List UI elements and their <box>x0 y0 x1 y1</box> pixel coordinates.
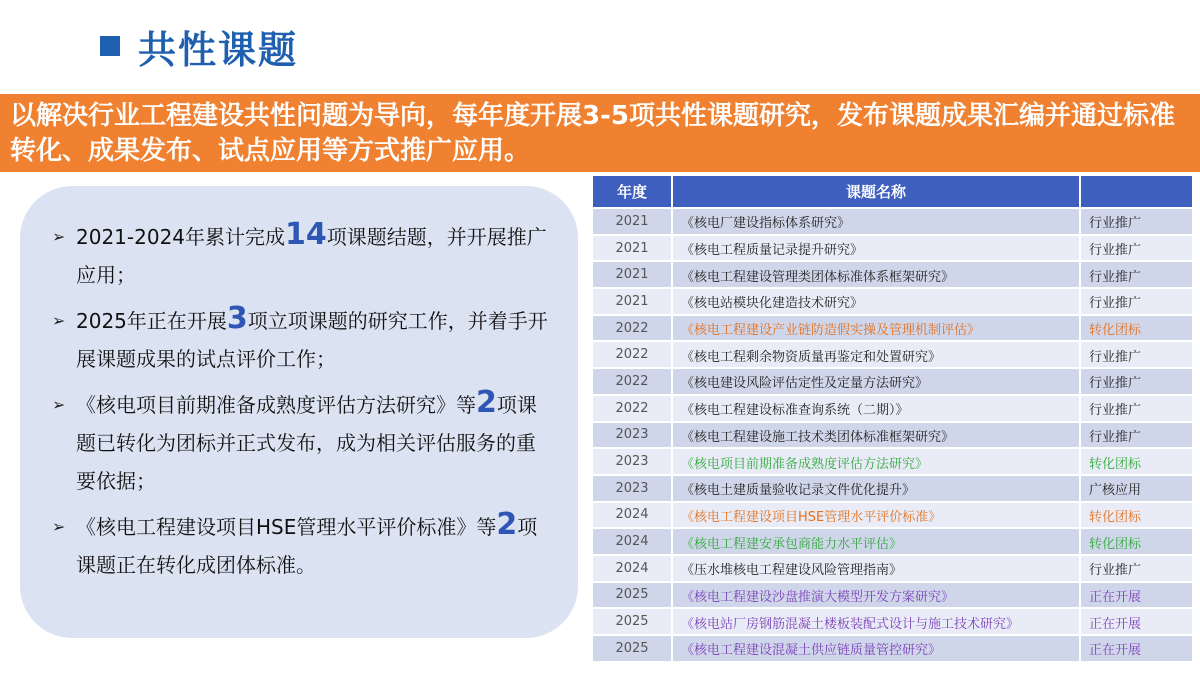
highlight-number: 14 <box>285 217 327 252</box>
table-row <box>593 234 1194 261</box>
table-row <box>593 501 1194 528</box>
table-row <box>593 554 1194 581</box>
table-cell-topic: 《核电工程建设沙盘推演大模型开发方案研究》 <box>673 581 1081 608</box>
table-cell-year: 2025 <box>593 634 673 661</box>
highlight-number: 3 <box>226 301 248 336</box>
table-cell-topic: 《核电工程剩余物资质量再鉴定和处置研究》 <box>673 340 1081 367</box>
table-cell-status: 转化团标 <box>1081 314 1194 341</box>
table-row <box>593 634 1194 661</box>
highlight-item: ➢ 2025年正在开展3项立项课题的研究工作，并着手开展课题成果的试点评价工作； <box>52 301 548 371</box>
table-cell-status: 行业推广 <box>1081 207 1194 234</box>
table-cell-year: 2023 <box>593 421 673 448</box>
highlights-panel <box>20 186 578 638</box>
table-cell-topic: 《核电厂建设指标体系研究》 <box>673 207 1081 234</box>
table-cell-year: 2021 <box>593 287 673 314</box>
column-header-year: 年度 <box>593 176 673 207</box>
highlight-item: ➢ 《核电工程建设项目HSE管理水平评价标准》等2项课题正在转化成团体标准。 <box>52 507 538 577</box>
table-cell-status: 行业推广 <box>1081 394 1194 421</box>
table-cell-topic: 《核电建设风险评估定性及定量方法研究》 <box>673 367 1081 394</box>
table-row <box>593 421 1194 448</box>
table-row <box>593 394 1194 421</box>
highlight-item: ➢ 2021-2024年累计完成14项课题结题，并开展推广应用； <box>52 217 547 287</box>
table-row <box>593 581 1194 608</box>
table-cell-year: 2025 <box>593 607 673 634</box>
table-cell-topic: 《核电站厂房钢筋混凝土楼板装配式设计与施工技术研究》 <box>673 607 1081 634</box>
table-cell-topic: 《核电站模块化建造技术研究》 <box>673 287 1081 314</box>
table-cell-year: 2023 <box>593 474 673 501</box>
table-cell-topic: 《核电工程质量记录提升研究》 <box>673 234 1081 261</box>
table-cell-status: 正在开展 <box>1081 607 1194 634</box>
table-row <box>593 340 1194 367</box>
table-cell-status: 正在开展 <box>1081 581 1194 608</box>
arrow-bullet-icon: ➢ <box>52 227 66 246</box>
table-cell-year: 2022 <box>593 394 673 421</box>
summary-banner: 以解决行业工程建设共性问题为导向，每年度开展3-5项共性课题研究，发布课题成果汇编并通过标准转化、成果发布、试点应用等方式推广应用。 <box>0 94 1200 172</box>
table-cell-year: 2023 <box>593 447 673 474</box>
table-cell-topic: 《核电工程建安承包商能力水平评估》 <box>673 527 1081 554</box>
column-header-status <box>1081 176 1194 207</box>
table-cell-status: 行业推广 <box>1081 287 1194 314</box>
topics-table <box>593 176 1194 661</box>
table-cell-year: 2024 <box>593 501 673 528</box>
table-row <box>593 207 1194 234</box>
title-square-icon <box>100 36 120 56</box>
table-cell-status: 转化团标 <box>1081 501 1194 528</box>
table-cell-status: 行业推广 <box>1081 421 1194 448</box>
table-cell-year: 2022 <box>593 340 673 367</box>
table-cell-topic: 《核电项目前期准备成熟度评估方法研究》 <box>673 447 1081 474</box>
table-cell-topic: 《核电工程建设管理类团体标准体系框架研究》 <box>673 260 1081 287</box>
table-body <box>593 207 1194 661</box>
table-row <box>593 367 1194 394</box>
table-cell-year: 2021 <box>593 207 673 234</box>
arrow-bullet-icon: ➢ <box>52 311 66 330</box>
table-header-row <box>593 176 1194 207</box>
table-cell-topic: 《核电土建质量验收记录文件优化提升》 <box>673 474 1081 501</box>
table-cell-topic: 《压水堆核电工程建设风险管理指南》 <box>673 554 1081 581</box>
table-cell-status: 行业推广 <box>1081 367 1194 394</box>
table-cell-status: 行业推广 <box>1081 260 1194 287</box>
table-cell-status: 行业推广 <box>1081 340 1194 367</box>
table-cell-year: 2022 <box>593 367 673 394</box>
table-row <box>593 314 1194 341</box>
table-row <box>593 287 1194 314</box>
highlight-number: 2 <box>496 507 518 542</box>
table-row <box>593 474 1194 501</box>
page-title: 共性课题 <box>138 27 299 72</box>
table-row <box>593 260 1194 287</box>
table-cell-year: 2024 <box>593 554 673 581</box>
table-cell-status: 行业推广 <box>1081 554 1194 581</box>
arrow-bullet-icon: ➢ <box>52 395 66 414</box>
table-cell-year: 2024 <box>593 527 673 554</box>
table-cell-topic: 《核电工程建设混凝土供应链质量管控研究》 <box>673 634 1081 661</box>
table-cell-year: 2021 <box>593 260 673 287</box>
table-cell-status: 行业推广 <box>1081 234 1194 261</box>
arrow-bullet-icon: ➢ <box>52 517 66 536</box>
table-cell-topic: 《核电工程建设标准查询系统（二期）》 <box>673 394 1081 421</box>
table-cell-status: 转化团标 <box>1081 527 1194 554</box>
table-cell-status: 正在开展 <box>1081 634 1194 661</box>
table-cell-status: 广核应用 <box>1081 474 1194 501</box>
column-header-topic: 课题名称 <box>673 176 1081 207</box>
highlight-item: ➢ 《核电项目前期准备成熟度评估方法研究》等2项课题已转化为团标并正式发布，成为相关评估服务的重要依据； <box>52 385 537 493</box>
table-cell-topic: 《核电工程建设产业链防造假实操及管理机制评估》 <box>673 314 1081 341</box>
table-cell-year: 2025 <box>593 581 673 608</box>
highlight-number: 2 <box>476 385 497 420</box>
page-title-group <box>100 18 298 74</box>
table-cell-topic: 《核电工程建设项目HSE管理水平评价标准》 <box>673 501 1081 528</box>
table-row <box>593 607 1194 634</box>
table-row <box>593 527 1194 554</box>
table-cell-year: 2021 <box>593 234 673 261</box>
table-cell-status: 转化团标 <box>1081 447 1194 474</box>
table-row <box>593 447 1194 474</box>
table-cell-year: 2022 <box>593 314 673 341</box>
table-cell-topic: 《核电工程建设施工技术类团体标准框架研究》 <box>673 421 1081 448</box>
